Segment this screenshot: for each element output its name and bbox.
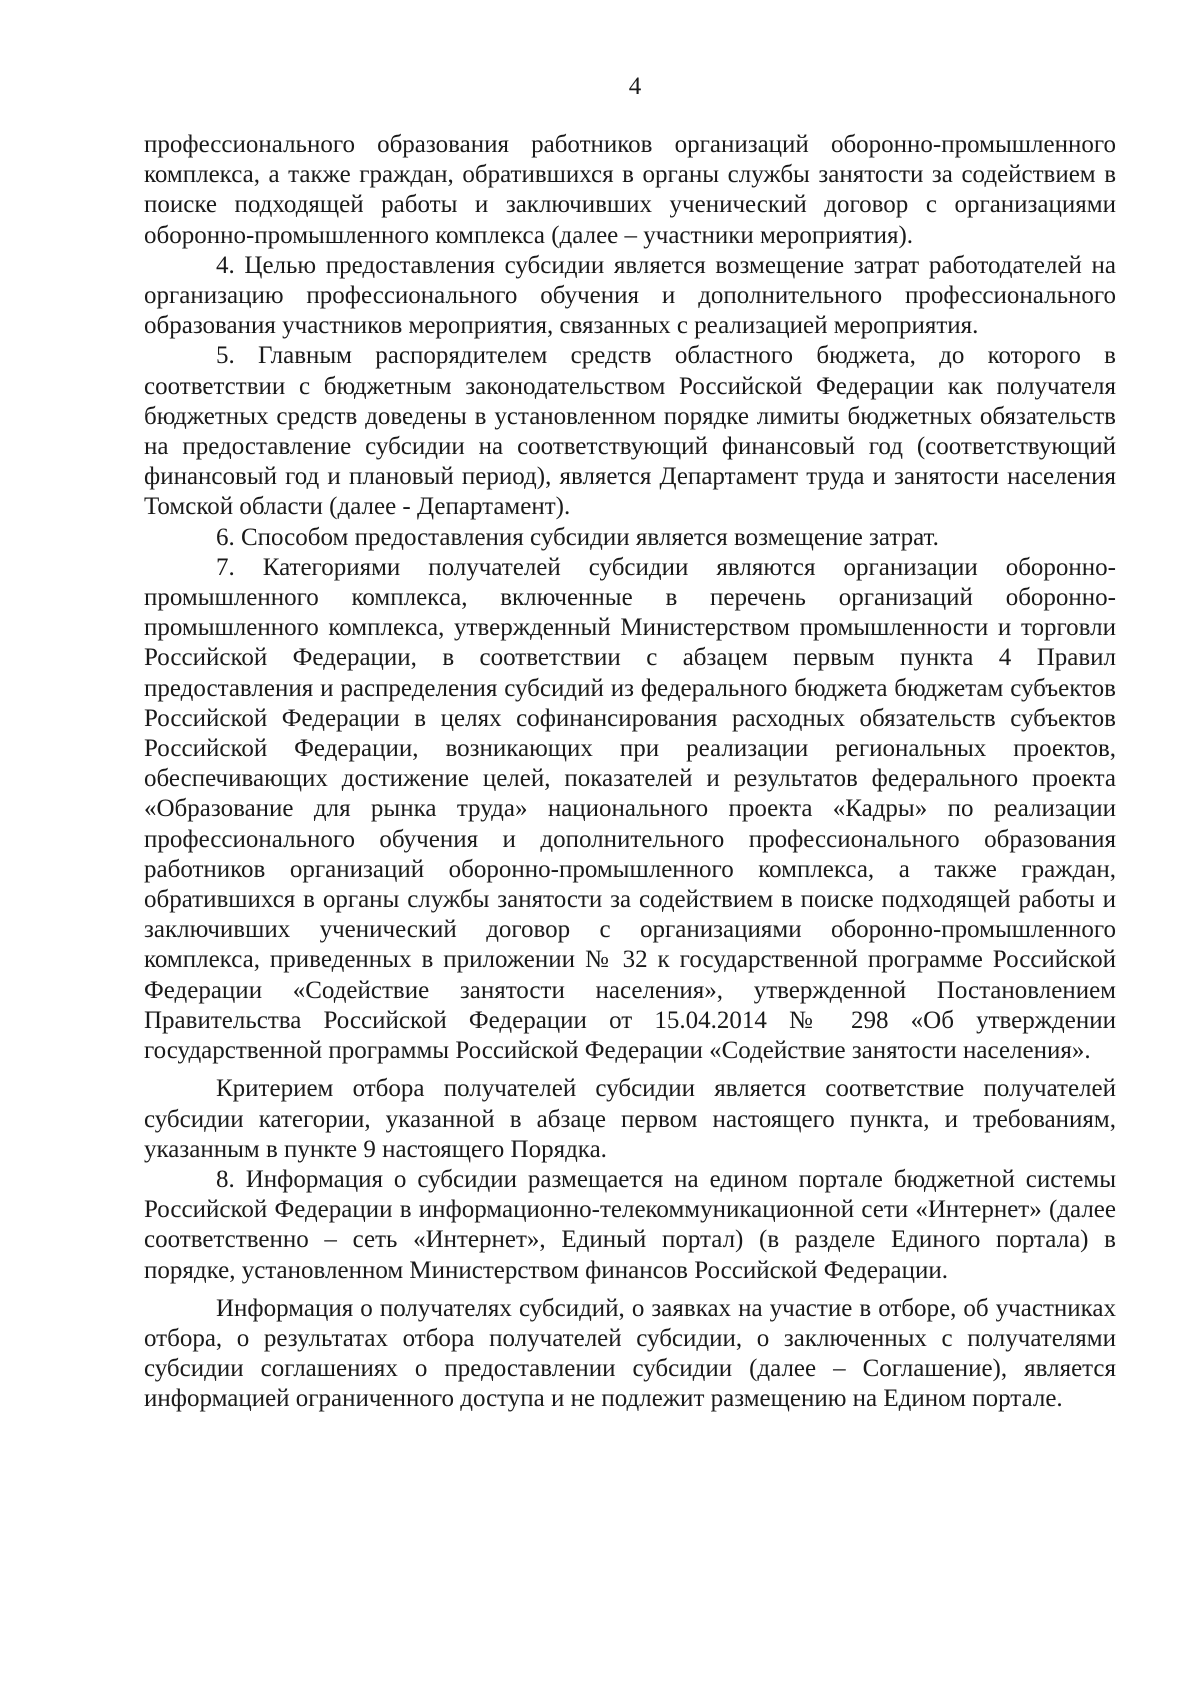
paragraph-item-7: 7. Категориями получателей субсидии являются организации оборонно-промышленного комплекса, включенные в перечень организаций оборонно-промышленного комплекса, утвержденный Министерством промышленности и торговли Российской Федерации, в соответствии с абзацем первым пункта 4 Правил предоставления и распределения субсидий из федерального бюджета бюджетам субъектов Российской Федерации в целях софинансирования расходных обязательств субъектов Российской Федерации, возникающих при реализации региональных проектов, обеспечивающих достижение целей, показателей и результатов федерального проекта «Образование для рынка труда» национального проекта «Кадры» по реализации профессионального обучения и дополнительного профессионального образования работников организаций оборонно-промышленного комплекса, а также граждан, обратившихся в органы службы занятости за содействием в поиске подходящей работы и заключивших ученический договор с организациями оборонно-промышленного комплекса, приведенных в приложении № 32 к государственной программе Российской Федерации «Содействие занятости населения», утвержденной Постановлением Правительства Российской Федерации от 15.04.2014 № 298 «Об утверждении государственной программы Российской Федерации «Содействие занятости населения».: [144, 553, 1116, 1065]
paragraph-restricted-info: Информация о получателях субсидий, о заявках на участие в отборе, об участниках отбора, о результатах отбора получателей субсидии, о заключенных с получателями субсидии соглашениях о предоставлении субсидии (далее – Соглашение), является информацией ограниченного доступа и не подлежит размещению на Едином портале.: [144, 1294, 1116, 1413]
paragraph-selection-criterion: Критерием отбора получателей субсидии является соответствие получателей субсидии категории, указанной в абзаце первом настоящего пункта, и требованиям, указанным в пункте 9 настоящего Порядка.: [144, 1075, 1116, 1163]
document-body: [144, 130, 1116, 1415]
paragraph-item-6: 6. Способом предоставления субсидии является возмещение затрат.: [216, 523, 939, 551]
paragraph-item-4: 4. Целью предоставления субсидии является возмещение затрат работодателей на организацию профессионального обучения и дополнительного профессионального образования участников мероприятия, связанных с реализацией мероприятия.: [144, 251, 1116, 340]
page-number: 4: [628, 73, 642, 100]
paragraph-continuation: профессионального образования работников организаций оборонно-промышленного комплекса, а также граждан, обратившихся в органы службы занятости за содействием в поиске подходящей работы и заключивших ученический договор с организациями оборонно-промышленного комплекса (далее – участники мероприятия).: [144, 131, 1116, 249]
paragraph-item-5: 5. Главным распорядителем средств областного бюджета, до которого в соответствии с бюджетным законодательством Российской Федерации как получателя бюджетных средств доведены в установленном порядке лимиты бюджетных обязательств на предоставление субсидии на соответствующий финансовый год (соответствующий финансовый год и плановый период), является Департамент труда и занятости населения Томской области (далее - Департамент).: [144, 342, 1116, 521]
paragraph-item-8: 8. Информация о субсидии размещается на едином портале бюджетной системы Российской Федерации в информационно-телекоммуникационной сети «Интернет» (далее соответственно – сеть «Интернет», Единый портал) (в разделе Единого портала) в порядке, установленном Министерством финансов Российской Федерации.: [144, 1165, 1116, 1284]
